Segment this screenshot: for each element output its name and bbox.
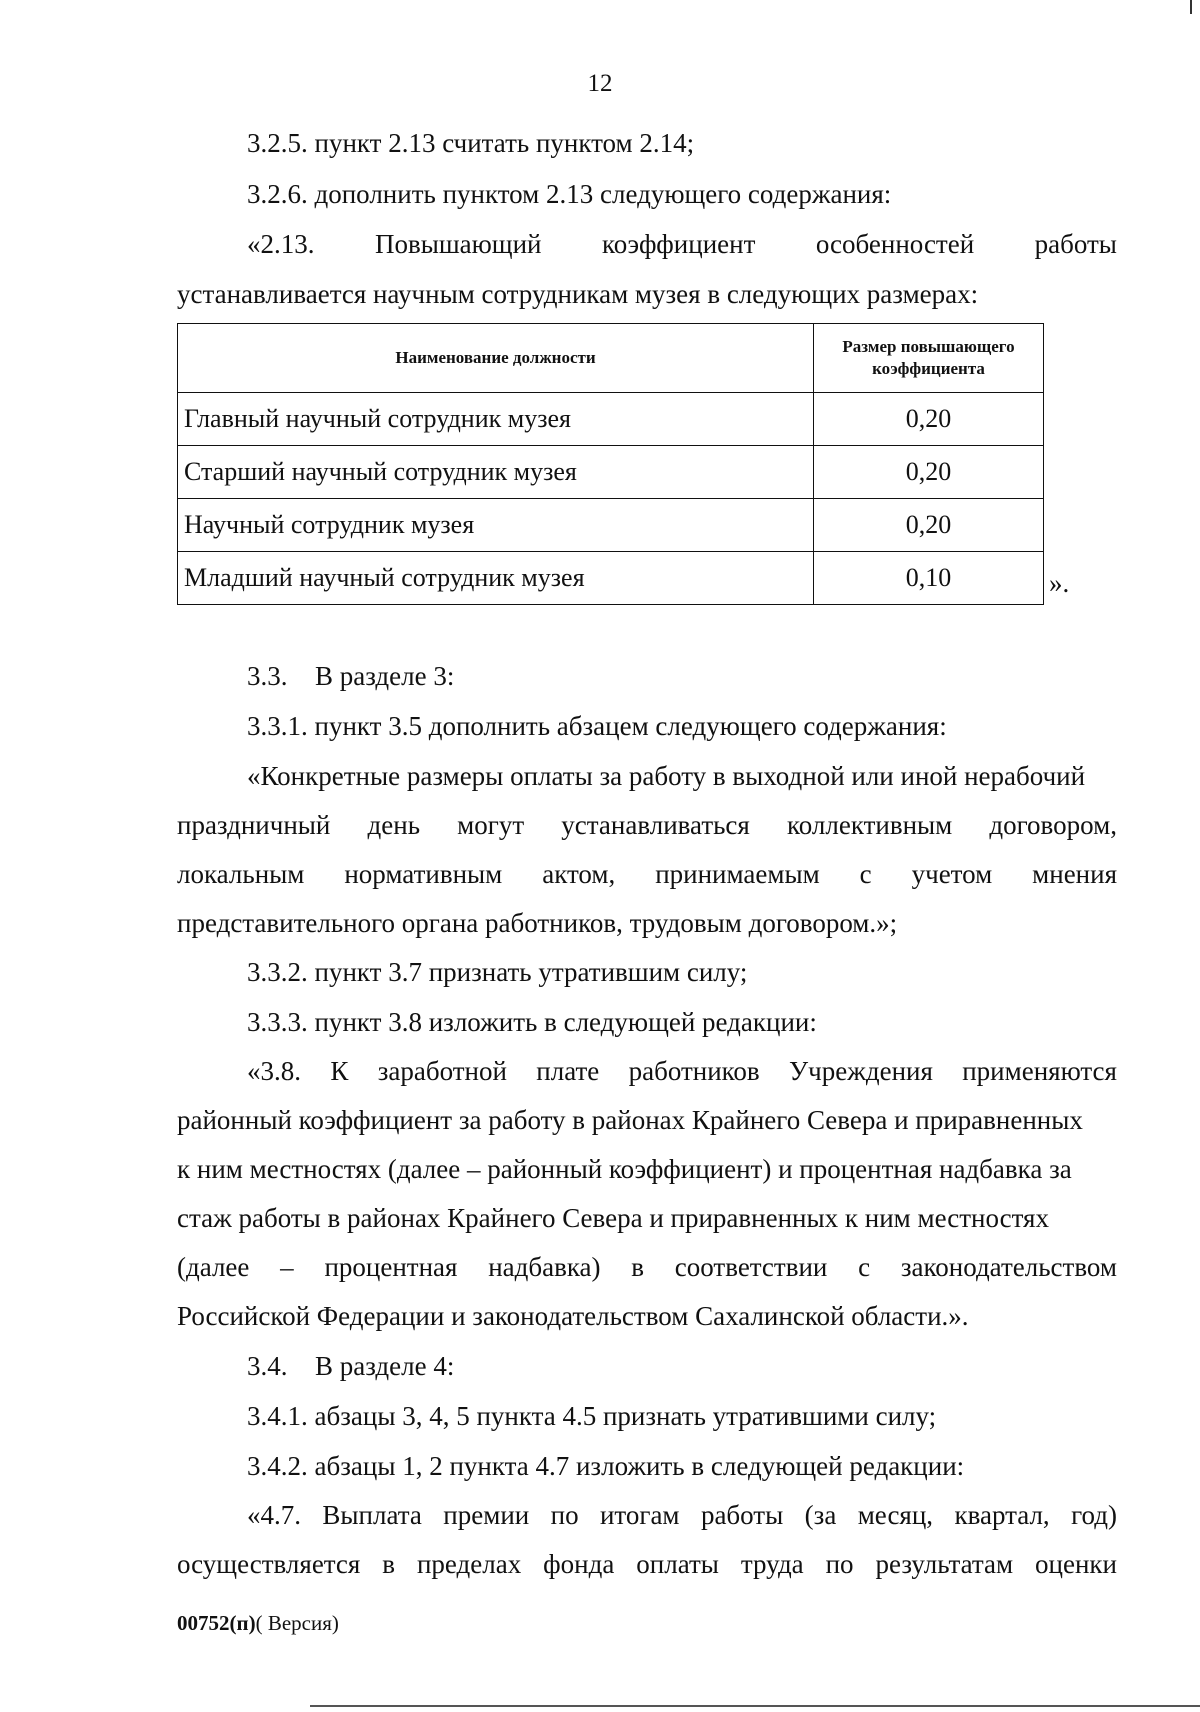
quote-3-line-2 [177,1548,1117,1580]
word: надбавка) [488,1252,601,1282]
paragraph-3-4-2: 3.4.2. абзацы 1, 2 пункта 4.7 изложить в следующей редакции: [247,1451,965,1481]
word: квартал, [954,1500,1050,1530]
section-3-4-heading [247,1350,454,1382]
word: работы [700,1500,784,1530]
word: в [631,1252,645,1282]
word: премии [443,1500,530,1530]
word: коэффициент [601,229,756,259]
column-header-coefficient: Размер повышающего коэффициента [814,324,1044,393]
word: «4.7. [247,1500,301,1530]
table-row [178,499,1044,552]
quote-2-line-2: районный коэффициент за работу в районах Крайнего Севера и приравненных [177,1105,1083,1135]
paragraph-3-2-6: 3.2.6. дополнить пунктом 2.13 следующего содержания: [247,179,892,209]
quote-1-line-1: «Конкретные размеры оплаты за работу в выходной или иной нерабочий [247,761,1086,791]
column-header-position: Наименование должности [178,324,814,393]
word: (за [804,1500,837,1530]
word: результатам [875,1549,1014,1579]
section-3-3-heading [247,660,454,692]
value-cell: 0,20 [814,393,1044,446]
value-cell: 0,20 [814,446,1044,499]
word: праздничный [177,810,331,840]
paragraph-3-3-1: 3.3.1. пункт 3.5 дополнить абзацем следующего содержания: [247,711,947,741]
word: принимаемым [655,859,820,889]
quote-2-line-3: к ним местностях (далее – районный коэффициент) и процентная надбавка за [177,1154,1072,1184]
word: по [550,1500,579,1530]
word: в [382,1549,396,1579]
word: пределах [416,1549,522,1579]
word: особенностей [815,229,975,259]
word: учетом [911,859,993,889]
word: законодательством [900,1252,1117,1282]
position-cell: Младший научный сотрудник музея [178,552,814,605]
word: Учреждения [789,1056,933,1086]
heading-text: В разделе 4: [315,1351,455,1381]
word: с [858,1252,871,1282]
quote-2-line-5 [177,1251,1117,1283]
word: соответствии [674,1252,828,1282]
word: год) [1071,1500,1117,1530]
value-cell: 0,10 [814,552,1044,605]
word: фонда [543,1549,615,1579]
table-row [178,446,1044,499]
word: работы [1034,229,1117,259]
word: могут [457,810,525,840]
paragraph-3-2-5: 3.2.5. пункт 2.13 считать пунктом 2.14; [247,128,695,158]
position-cell: Главный научный сотрудник музея [178,393,814,446]
heading-number: 3.4. [247,1351,288,1381]
quote-2-line-1 [247,1055,1117,1087]
word: труда [740,1549,804,1579]
word: работников [628,1056,760,1086]
quote-3-line-1 [247,1499,1117,1531]
paragraph-3-3-2: 3.3.2. пункт 3.7 признать утратившим силу; [247,957,748,987]
table-closing-quote: ». [1049,568,1070,598]
paragraph-2-13-line-1 [247,228,1117,260]
word: с [859,859,872,889]
word: (далее [177,1252,250,1282]
coefficient-table [177,323,1044,605]
position-cell: Научный сотрудник музея [178,499,814,552]
position-cell: Старший научный сотрудник музея [178,446,814,499]
word: коллективным [787,810,953,840]
word: процентная [324,1252,458,1282]
value-cell: 0,20 [814,499,1044,552]
quote-2-line-6: Российской Федерации и законодательством Сахалинской области.». [177,1301,969,1331]
quote-2-line-4: стаж работы в районах Крайнего Севера и приравненных к ним местностях [177,1203,1049,1233]
word: заработной [377,1056,507,1086]
word: – [280,1252,294,1282]
word: осуществляется [177,1549,361,1579]
table-header-row [178,324,1044,393]
document-version: ( Версия) [255,1611,339,1635]
paragraph-3-4-1: 3.4.1. абзацы 3, 4, 5 пункта 4.5 признать утратившими силу; [247,1401,937,1431]
quote-1-line-4: представительного органа работников, трудовым договором.»; [177,908,898,938]
table-row [178,552,1044,605]
word: актом, [542,859,616,889]
word: локальным [177,859,305,889]
word: итогам [599,1500,680,1530]
word: договором, [989,810,1117,840]
paragraph-2-13-line-2: устанавливается научным сотрудникам музея в следующих размерах: [177,279,979,309]
word: устанавливаться [561,810,750,840]
quote-1-line-3 [177,858,1117,890]
scan-edge-line [310,1705,1200,1707]
document-footer [177,1611,339,1636]
word: оценки [1035,1549,1117,1579]
word: Выплата [322,1500,422,1530]
scan-corner-mark [1190,0,1192,14]
heading-number: 3.3. [247,661,288,691]
paragraph-3-3-3: 3.3.3. пункт 3.8 изложить в следующей редакции: [247,1007,817,1037]
word: месяц, [857,1500,934,1530]
word: нормативным [344,859,503,889]
word: «2.13. [247,229,315,259]
heading-text: В разделе 3: [315,661,455,691]
document-code: 00752(п) [177,1611,256,1635]
word: мнения [1032,859,1117,889]
word: по [825,1549,854,1579]
table-row [178,393,1044,446]
word: плате [536,1056,600,1086]
page-number: 12 [587,70,613,97]
word: день [367,810,421,840]
quote-1-line-2 [177,809,1117,841]
word: применяются [962,1056,1117,1086]
word: оплаты [636,1549,719,1579]
word: «3.8. [247,1056,301,1086]
word: Повышающий [374,229,542,259]
word: К [330,1056,349,1086]
